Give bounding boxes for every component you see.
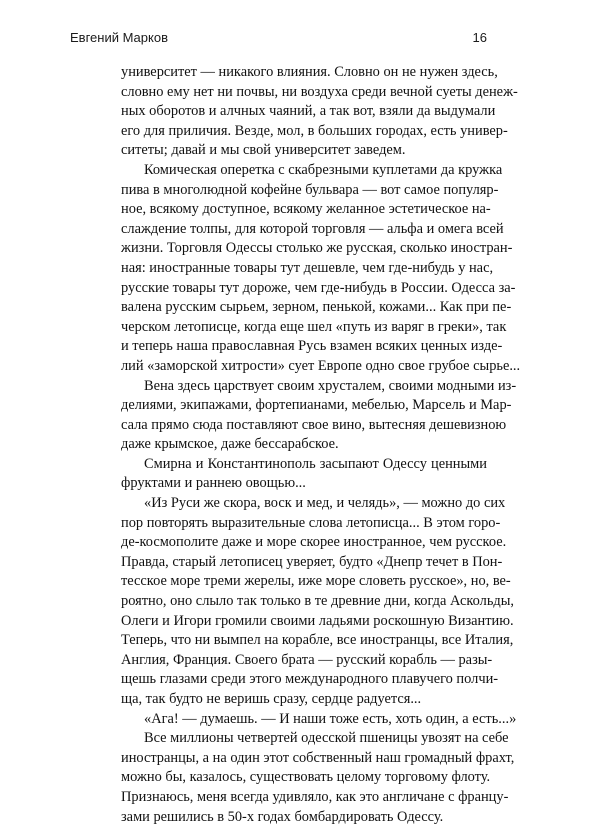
text-line: Вена здесь царствует своим хрусталем, своими модными из- xyxy=(144,377,517,394)
page-number: 16 xyxy=(472,30,487,45)
author-name: Евгений Марков xyxy=(70,30,168,45)
text-line: зами решились в 50-х годах бомбардировать Одессу. xyxy=(121,808,444,825)
body-text xyxy=(121,63,521,827)
text-line: ных оборотов и алчных чаяний, а так вот, взяли да выдумали xyxy=(121,103,496,120)
text-line: Англия, Франция. Своего брата — русский корабль — разы- xyxy=(121,651,493,668)
text-line: иностранцы, а на один этот собственный наш громадный фрахт, xyxy=(121,749,515,766)
text-line: Смирна и Константинополь засыпают Одессу ценными xyxy=(144,455,487,472)
text-line: Правда, старый летописец уверяет, будто «Днепр течет в Пон- xyxy=(121,553,503,570)
text-line: и теперь наша православная Русь взамен всяких ценных изде- xyxy=(121,338,503,355)
text-line: черском летописце, когда еще шел «путь из варяг в греки», так xyxy=(121,318,507,335)
text-line: сала прямо сюда поставляют свое вино, вытесняя дешевизною xyxy=(121,416,507,433)
text-line: тесское море треми жерелы, иже море словеть русское», но, ве- xyxy=(121,573,511,590)
page-header xyxy=(0,30,600,50)
text-line: русские товары тут дороже, чем где-нибудь в России. Одесса за- xyxy=(121,279,516,296)
text-line: «Из Руси же скора, воск и мед, и челядь», — можно до сих xyxy=(144,495,506,512)
text-line: можно бы, казалось, существовать целому торговому флоту. xyxy=(121,769,491,786)
text-line: «Ага! — думаешь. — И наши тоже есть, хоть один, а есть...» xyxy=(144,710,517,727)
text-line: Признаюсь, меня всегда удивляло, как это англичане с францу- xyxy=(121,788,509,805)
text-line: лий «заморской хитрости» сует Европе одно свое грубое сырье... xyxy=(121,357,521,374)
text-line: словно ему нет ни почвы, ни воздуха среди вечной суеты денеж- xyxy=(121,83,518,100)
text-line: пива в многолюдной кофейне бульвара — вот самое популяр- xyxy=(121,181,499,198)
text-line: ситеты; давай и мы свой университет заведем. xyxy=(121,142,406,159)
text-line: щешь глазами среди этого международного плавучего полчи- xyxy=(121,671,499,688)
text-line: Олеги и Игори громили своими ладьями роскошную Византию. xyxy=(121,612,514,629)
text-line: фруктами и раннею овощью... xyxy=(121,475,306,492)
text-line: даже крымское, даже бессарабское. xyxy=(121,436,339,453)
text-line: пор повторять выразительные слова летописца... В этом горо- xyxy=(121,514,501,531)
text-line: Комическая оперетка с скабрезными куплетами да кружка xyxy=(144,161,503,178)
text-line: валена русским сырьем, зерном, пенькой, кожами... Как при пе- xyxy=(121,299,512,316)
text-line: Теперь, что ни вымпел на корабле, все иностранцы, все Италия, xyxy=(121,632,514,649)
text-line: слаждение толпы, для которой торговля — альфа и омега всей xyxy=(121,220,504,237)
text-line: его для приличия. Везде, мол, в больших городах, есть универ- xyxy=(121,122,508,139)
text-line: ща, так будто не веришь сразу, сердце радуется... xyxy=(121,691,422,707)
text-line: роятно, оно слыло так только в те древние дни, когда Аскольды, xyxy=(121,593,514,610)
text-line: де-космополите даже и море скорее иностранное, чем русское. xyxy=(121,534,507,551)
text-line: жизни. Торговля Одессы столько же русская, сколько иностран- xyxy=(121,240,513,257)
text-line: ное, всякому доступное, всякому желанное эстетическое на- xyxy=(121,201,491,218)
text-line: университет — никакого влияния. Словно он не нужен здесь, xyxy=(121,64,498,80)
text-line: делиями, экипажами, фортепианами, мебелью, Марсель и Мар- xyxy=(121,397,512,414)
text-line: Все миллионы четвертей одесской пшеницы увозят на себе xyxy=(144,730,509,747)
text-line: ная: иностранные товары тут дешевле, чем где-нибудь у нас, xyxy=(121,259,494,276)
